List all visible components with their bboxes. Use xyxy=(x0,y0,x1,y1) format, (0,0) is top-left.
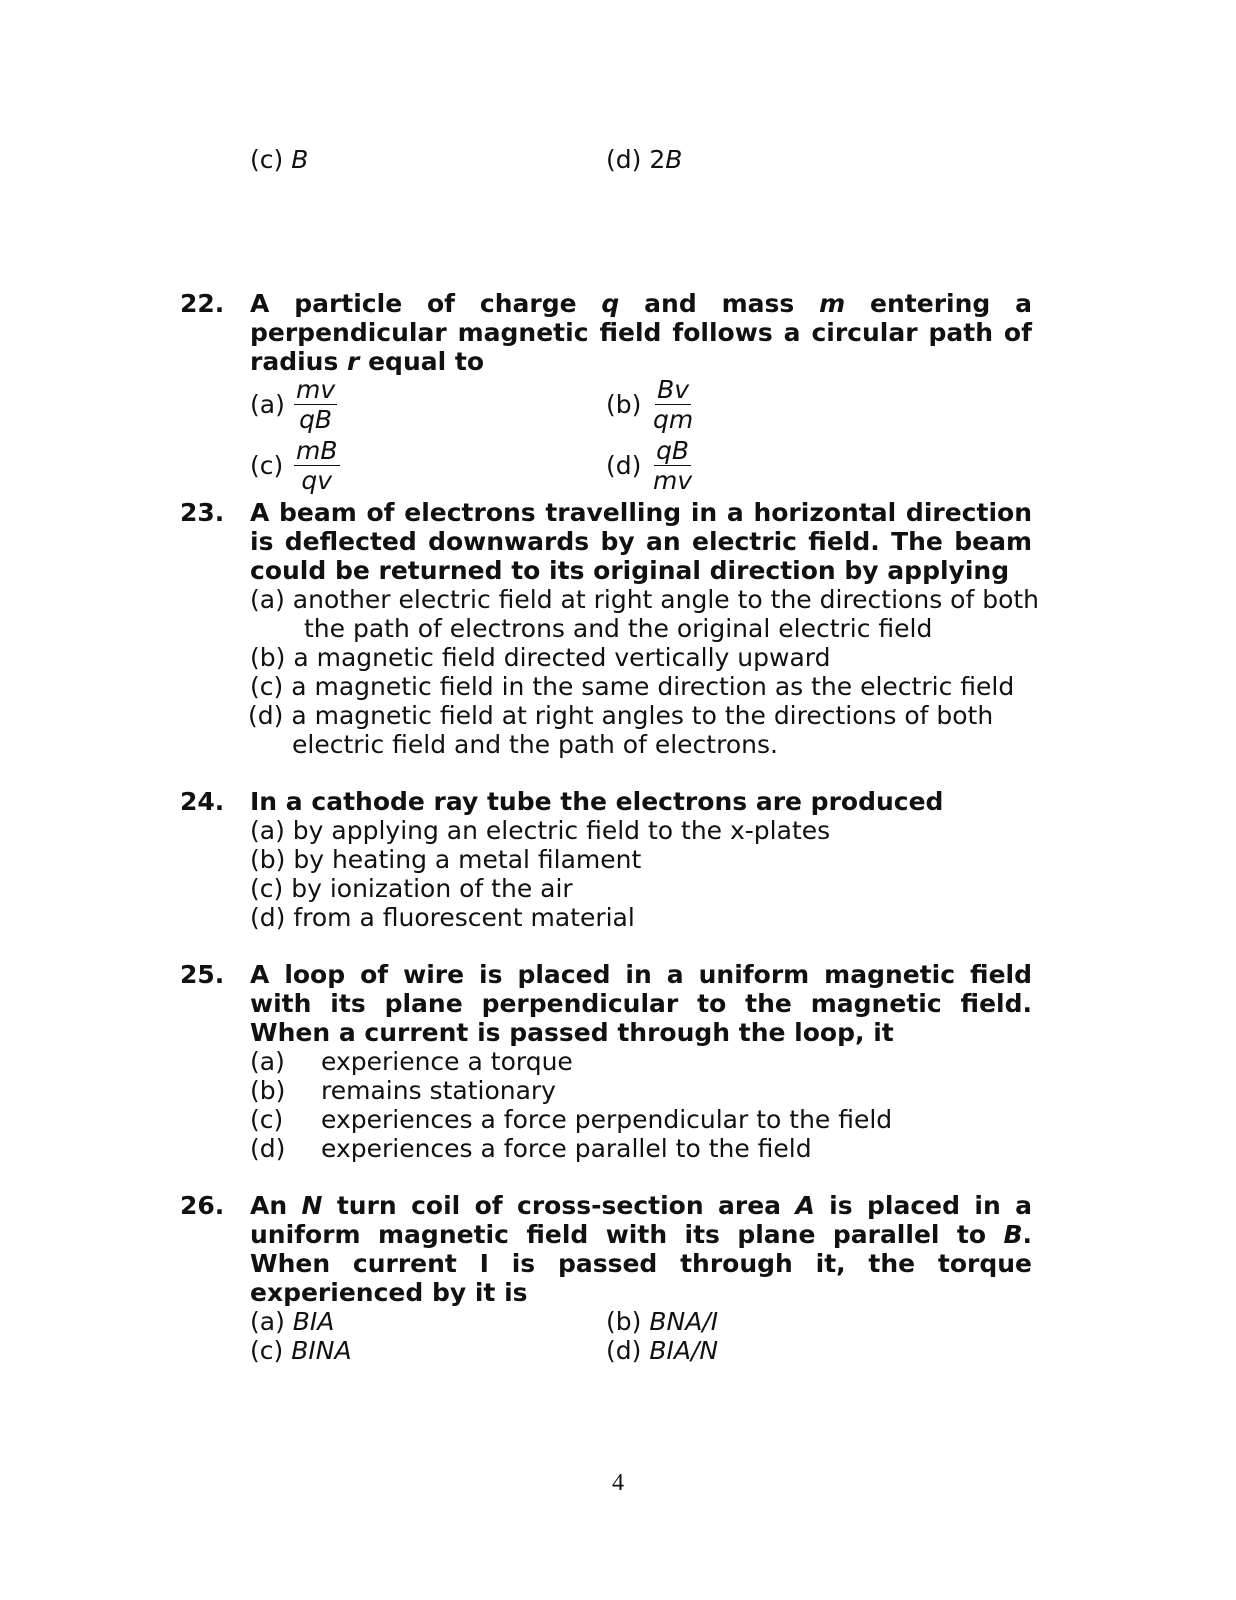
question-text: In a cathode ray tube the electrons are produced xyxy=(250,787,944,816)
option-c: (c) BINA xyxy=(250,1336,352,1365)
question-number: 25. xyxy=(180,960,225,989)
option-c: (c) by ionization of the air xyxy=(250,874,573,903)
option-c-text: experiences a force perpendicular to the field xyxy=(321,1105,893,1134)
option-label: (c) xyxy=(250,145,284,174)
option-a-text: experience a torque xyxy=(321,1047,573,1076)
question-number: 24. xyxy=(180,787,225,816)
option-a-continuation: the path of electrons and the original electric field xyxy=(304,614,933,643)
option-d-text: experiences a force parallel to the field xyxy=(321,1134,812,1163)
option-b: (b) by heating a metal filament xyxy=(250,845,642,874)
option-a: (a) by applying an electric field to the x-plates xyxy=(250,816,831,845)
option-d: (d) from a fluorescent material xyxy=(250,903,635,932)
option-d-continuation: electric field and the path of electrons. xyxy=(292,730,778,759)
q21-option-c xyxy=(250,145,308,174)
question-number: 23. xyxy=(180,498,225,527)
fraction-c: $\frac{mB}{qv}$ xyxy=(296,436,338,495)
option-b: (b) a magnetic field directed vertically upward xyxy=(250,643,831,672)
option-b: (b) BNA/I xyxy=(606,1307,719,1336)
option-b-text: remains stationary xyxy=(321,1076,556,1105)
page-number: 4 xyxy=(612,1470,624,1496)
question-text: A loop of wire is placed in a uniform magnetic field with its plane perpendicular to the magnetic field. When a current is passed through the loop, it xyxy=(250,960,1032,1047)
question-text: A beam of electrons travelling in a horizontal direction is deflected downwards by an electric field. The beam could be returned to its original direction by applying xyxy=(250,498,1032,585)
option-a-label: (a) xyxy=(250,1047,285,1076)
option-c: (c) a magnetic field in the same direction as the electric field xyxy=(250,672,1015,701)
question-text: An N turn coil of cross-section area A is placed in a uniform magnetic field with its plane parallel to B. When current I is passed through it, the torque experienced by it is xyxy=(250,1191,1032,1307)
option-d: (d) BIA/N xyxy=(606,1336,719,1365)
option-label: (a) xyxy=(250,390,285,419)
option-label: (d) xyxy=(606,145,642,174)
option-label: (d) xyxy=(606,451,642,480)
option-b-label: (b) xyxy=(250,1076,286,1105)
question-text: A particle of charge q and mass m entering a perpendicular magnetic field follows a circular path of radius r equal to xyxy=(250,289,1033,376)
option-d: (d) a magnetic field at right angles to the directions of both xyxy=(248,701,994,730)
option-label: (c) xyxy=(250,451,284,480)
question-number: 26. xyxy=(180,1191,225,1220)
question-number: 22. xyxy=(180,289,225,318)
option-value: 2B xyxy=(649,145,683,174)
option-d-label: (d) xyxy=(250,1134,286,1163)
fraction-d: $\frac{qB}{mv}$ xyxy=(653,436,693,495)
q21-option-d xyxy=(606,145,682,174)
option-a: (a) BIA xyxy=(250,1307,335,1336)
option-label: (b) xyxy=(606,390,642,419)
option-a: (a) another electric field at right angle to the directions of both xyxy=(250,585,1040,614)
fraction-a: $\frac{mv}{qB}$ xyxy=(296,375,336,434)
option-value: B xyxy=(291,145,309,174)
option-c-label: (c) xyxy=(250,1105,284,1134)
fraction-b: $\frac{Bv}{qm}$ xyxy=(653,375,694,434)
